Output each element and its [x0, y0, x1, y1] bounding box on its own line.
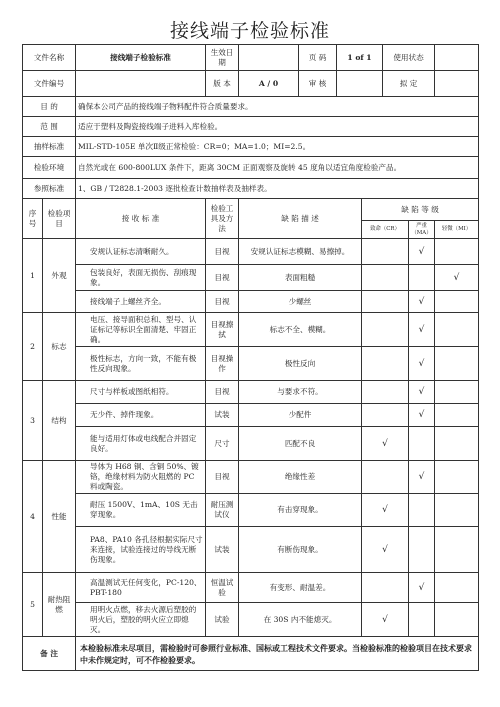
info-label: 检验环境	[23, 157, 76, 179]
criteria-text: 无少件、掉件现象。	[76, 404, 206, 427]
criteria-text: 尺寸与样板或图纸相符。	[76, 381, 206, 404]
defect-description: 有变形、耐温差。	[239, 573, 362, 603]
tool-method: 耐压测试仪	[206, 494, 239, 527]
grade-mi-check	[435, 461, 479, 494]
grade-mi-check	[435, 313, 479, 347]
tool-method: 目视	[206, 239, 239, 265]
grade-cr-check	[362, 239, 409, 265]
grade-mi-check	[435, 404, 479, 427]
defect-description: 匹配不良	[239, 427, 362, 461]
criteria-text: PA8、PA10 各孔径根据实际尺寸来连接，试验连接过的导线无断伤现象。	[76, 527, 206, 573]
grade-cr-check	[362, 265, 409, 291]
footer-row	[23, 637, 479, 671]
info-text: 适应于塑料及陶瓷接线端子进料入库检验。	[76, 117, 479, 137]
tool-method: 试装	[206, 527, 239, 573]
criteria-row	[23, 461, 479, 494]
info-label: 抽样标准	[23, 137, 76, 157]
grade-mi-check	[435, 291, 479, 313]
grade-ma-check: √	[409, 404, 435, 427]
group-number: 3	[23, 381, 43, 461]
defect-description: 标志不全、模糊。	[239, 313, 362, 347]
info-row	[23, 117, 479, 137]
group-number: 4	[23, 461, 43, 573]
page-value: 1 of 1	[337, 45, 383, 71]
tool-method: 目视	[206, 265, 239, 291]
draft-value	[435, 71, 479, 97]
grade-mi-check	[435, 381, 479, 404]
doc-name-label: 文件名称	[23, 45, 76, 71]
group-number: 1	[23, 239, 43, 313]
criteria-row	[23, 494, 479, 527]
draft-label: 拟 定	[383, 71, 435, 97]
grade-cr-check	[362, 313, 409, 347]
criteria-text: 导体为 H68 铜、含铜 50%、镀铬，绝缘材料为防火阻燃的 PC 料或陶瓷。	[76, 461, 206, 494]
tool-method: 恒温试验	[206, 573, 239, 603]
col-mi: 轻微（MI）	[435, 221, 479, 239]
defect-description: 表面粗糙	[239, 265, 362, 291]
doc-name-value: 接线端子检验标准	[76, 45, 206, 71]
grade-cr-check	[362, 461, 409, 494]
grade-cr-check: √	[362, 603, 409, 637]
document-title: 接线端子检验标准	[169, 20, 330, 42]
col-item: 检验项目	[43, 199, 76, 239]
info-label: 参照标准	[23, 179, 76, 199]
grade-ma-check	[409, 527, 435, 573]
review-label: 审 核	[299, 71, 337, 97]
review-value	[337, 71, 383, 97]
grade-mi-check	[435, 573, 479, 603]
page-label: 页 码	[299, 45, 337, 71]
grade-ma-check	[409, 265, 435, 291]
group-item: 耐热阻燃	[43, 573, 76, 637]
criteria-row	[23, 404, 479, 427]
grade-ma-check: √	[409, 573, 435, 603]
criteria-row	[23, 239, 479, 265]
column-header-row	[23, 199, 479, 221]
tool-method: 目视	[206, 291, 239, 313]
tool-method: 目视	[206, 461, 239, 494]
col-tool: 检验工具及方法	[206, 199, 239, 239]
info-text: 1、GB / T2828.1-2003 逐批检查计数抽样表及抽样表。	[76, 179, 479, 199]
defect-description: 在 30S 内不能熄灭。	[239, 603, 362, 637]
info-row	[23, 179, 479, 199]
grade-mi-check	[435, 347, 479, 381]
group-item: 外观	[43, 239, 76, 313]
info-row	[23, 157, 479, 179]
criteria-text: 能与适用灯体或电线配合并固定良好。	[76, 427, 206, 461]
group-item: 结构	[43, 381, 76, 461]
grade-cr-check	[362, 573, 409, 603]
criteria-row	[23, 381, 479, 404]
version-value: A / 0	[239, 71, 299, 97]
criteria-row	[23, 527, 479, 573]
defect-description: 与要求不符。	[239, 381, 362, 404]
defect-description: 极性反向	[239, 347, 362, 381]
tool-method: 试装	[206, 404, 239, 427]
tool-method: 目视操作	[206, 347, 239, 381]
grade-cr-check	[362, 381, 409, 404]
col-cr: 致命（CR）	[362, 221, 409, 239]
grade-mi-check	[435, 239, 479, 265]
col-criteria: 接 收 标 准	[76, 199, 206, 239]
info-text: 确保本公司产品的接线端子物料配件符合质量要求。	[76, 97, 479, 117]
criteria-text: 耐压 1500V、1mA、10S 无击穿现象。	[76, 494, 206, 527]
doc-number-label: 文件编号	[23, 71, 76, 97]
criteria-row	[23, 291, 479, 313]
criteria-text: 包装良好，表面无损伤、刮痕现象。	[76, 265, 206, 291]
effective-date-value	[239, 45, 299, 71]
criteria-text: 极性标志，方向一致，不能有极性反向现象。	[76, 347, 206, 381]
tool-method: 尺寸	[206, 427, 239, 461]
effective-date-label: 生效日期	[206, 45, 239, 71]
info-row	[23, 97, 479, 117]
grade-ma-check	[409, 427, 435, 461]
criteria-row	[23, 313, 479, 347]
grade-cr-check: √	[362, 494, 409, 527]
header-row-2	[23, 71, 479, 97]
grade-cr-check: √	[362, 527, 409, 573]
grade-cr-check: √	[362, 427, 409, 461]
grade-ma-check: √	[409, 239, 435, 265]
header-row-1	[23, 45, 479, 71]
criteria-text: 高温测试无任何变化，PC-120、PBT-180	[76, 573, 206, 603]
info-row	[23, 137, 479, 157]
grade-mi-check	[435, 603, 479, 637]
criteria-text: 接线端子上螺丝齐全。	[76, 291, 206, 313]
criteria-row	[23, 347, 479, 381]
grade-ma-check: √	[409, 461, 435, 494]
criteria-text: 安规认证标志清晰耐久。	[76, 239, 206, 265]
group-item: 标志	[43, 313, 76, 381]
grade-ma-check	[409, 494, 435, 527]
grade-ma-check: √	[409, 291, 435, 313]
grade-mi-check	[435, 494, 479, 527]
defect-description: 有击穿现象。	[239, 494, 362, 527]
footer-note: 本检验标准未尽项目，需检验时可参照行业标准、国标或工程技术文件要求。当检验标准的检验项目在技术要求中未作规定时，可不作检验要求。	[76, 637, 479, 671]
grade-cr-check	[362, 347, 409, 381]
info-label: 目 的	[23, 97, 76, 117]
group-number: 5	[23, 573, 43, 637]
criteria-text: 电压、接导面积总和、型号、认证标记等标识全面清楚、牢固正确。	[76, 313, 206, 347]
grade-cr-check	[362, 404, 409, 427]
col-grade: 缺 陷 等 级	[362, 199, 479, 221]
doc-number-value	[76, 71, 206, 97]
footer-label: 备 注	[23, 637, 76, 671]
criteria-row	[23, 265, 479, 291]
criteria-row	[23, 427, 479, 461]
defect-description: 少螺丝	[239, 291, 362, 313]
criteria-row	[23, 573, 479, 603]
status-label: 使用状态	[383, 45, 435, 71]
status-value	[435, 45, 479, 71]
inspection-table	[22, 44, 479, 671]
group-item: 性能	[43, 461, 76, 573]
defect-description: 少配件	[239, 404, 362, 427]
grade-mi-check	[435, 527, 479, 573]
col-defect: 缺 陷 描 述	[239, 199, 362, 239]
version-label: 版 本	[206, 71, 239, 97]
defect-description: 安规认证标志模糊、易擦掉。	[239, 239, 362, 265]
info-text: 自然光或在 600-800LUX 条件下，距离 30CM 正面观察及旋转 45 度角以适宜角度检验产品。	[76, 157, 479, 179]
criteria-row	[23, 603, 479, 637]
grade-mi-check: √	[435, 265, 479, 291]
grade-mi-check	[435, 427, 479, 461]
defect-description: 绝缘性差	[239, 461, 362, 494]
info-text: MIL-STD-105E 单次Ⅱ级正常检验：CR=0；MA=1.0；MI=2.5。	[76, 137, 479, 157]
grade-ma-check: √	[409, 381, 435, 404]
criteria-text: 用明火点燃，移去火源后塑胶的明火后，塑胶的明火应立即熄灭。	[76, 603, 206, 637]
group-number: 2	[23, 313, 43, 381]
grade-ma-check: √	[409, 313, 435, 347]
tool-method: 目视	[206, 381, 239, 404]
grade-ma-check	[409, 603, 435, 637]
grade-ma-check: √	[409, 347, 435, 381]
grade-cr-check	[362, 291, 409, 313]
info-label: 范 围	[23, 117, 76, 137]
tool-method: 目视擦拭	[206, 313, 239, 347]
col-seq: 序号	[23, 199, 43, 239]
col-ma: 严重（MA）	[409, 221, 435, 239]
defect-description: 有断伤现象。	[239, 527, 362, 573]
tool-method: 试验	[206, 603, 239, 637]
